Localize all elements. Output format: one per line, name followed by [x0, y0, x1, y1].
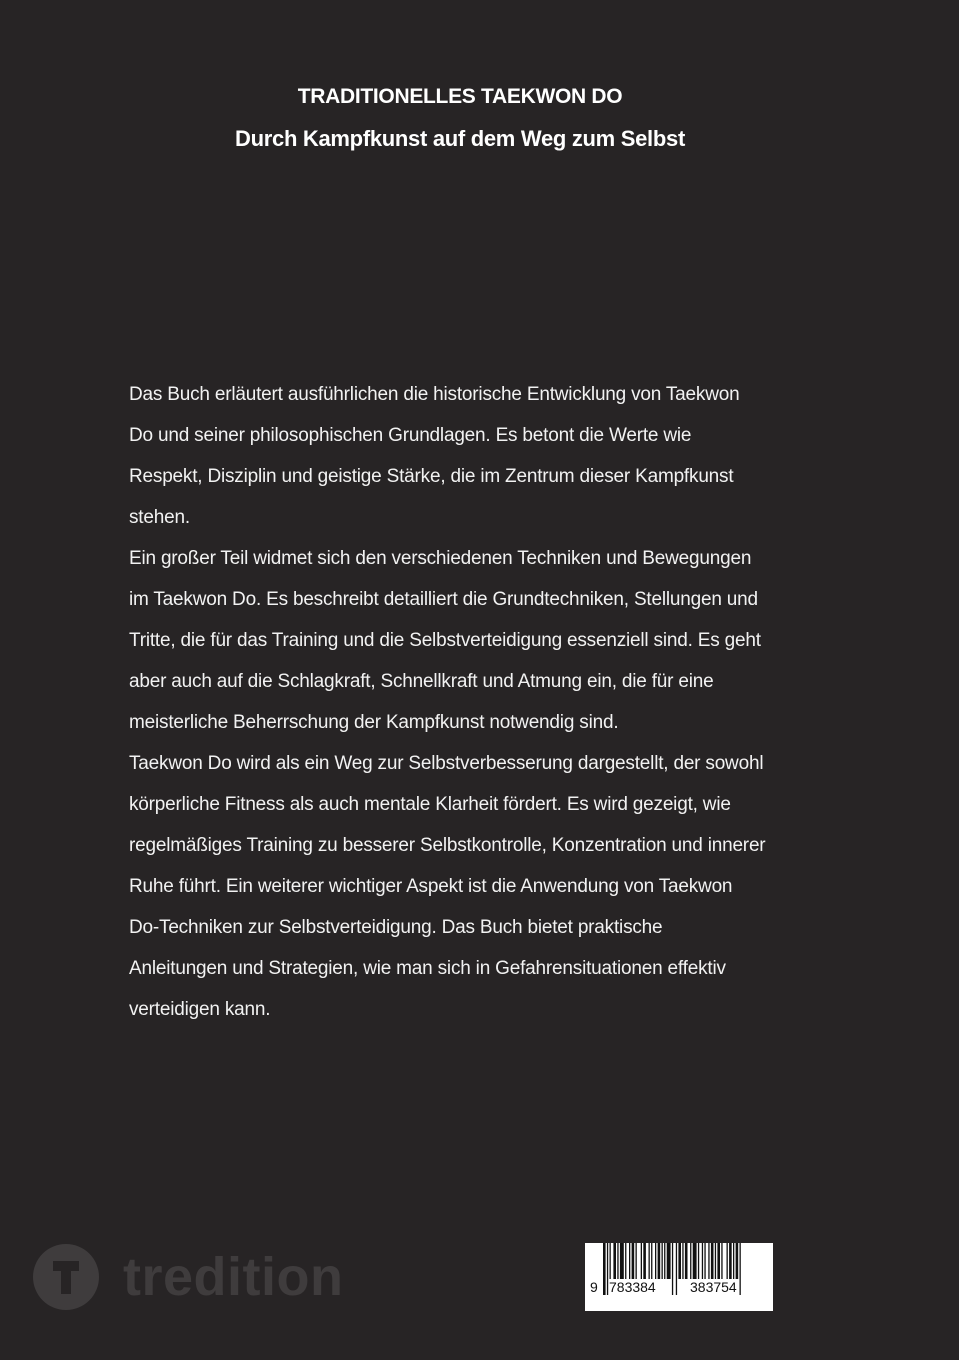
- blurb-line: Taekwon Do wird als ein Weg zur Selbstverbesserung dargestellt, der sowohl: [129, 753, 764, 774]
- barcode-bar: [693, 1243, 697, 1279]
- blurb-line: Ein großer Teil widmet sich den verschiedenen Techniken und Bewegungen: [129, 548, 752, 569]
- blurb-line: regelmäßiges Training zu besserer Selbstkontrolle, Konzentration und innerer: [129, 835, 766, 856]
- barcode-digit-group-left: 783384: [609, 1279, 656, 1295]
- barcode-bar: [610, 1243, 611, 1279]
- blurb-line: im Taekwon Do. Es beschreibt detailliert die Grundtechniken, Stellungen und: [129, 589, 758, 610]
- blurb-line: verteidigen kann.: [129, 999, 271, 1020]
- blurb-line: körperliche Fitness als auch mentale Klarheit fördert. Es wird gezeigt, wie: [129, 794, 731, 815]
- blurb-line: Tritte, die für das Training und die Selbstverteidigung essenziell sind. Es geht: [129, 630, 761, 651]
- book-subtitle: Durch Kampfkunst auf dem Weg zum Selbst: [235, 126, 685, 151]
- barcode-bar: [715, 1243, 716, 1279]
- barcode-bar: [685, 1243, 688, 1279]
- barcode-bar: [636, 1243, 637, 1279]
- barcode-bar: [643, 1243, 646, 1279]
- barcode-bar: [676, 1243, 677, 1295]
- tredition-logo-icon: [33, 1244, 99, 1310]
- blurb-line: Ruhe führt. Ein weiterer wichtiger Aspekt ist die Anwendung von Taekwon: [129, 876, 733, 897]
- barcode-bar: [617, 1243, 618, 1279]
- barcode-bar: [620, 1243, 624, 1279]
- barcode-bar: [704, 1243, 705, 1279]
- barcode-bar: [662, 1243, 663, 1279]
- blurb-line: meisterliche Beherrschung der Kampfkunst notwendig sind.: [129, 712, 619, 733]
- barcode-bar: [651, 1243, 652, 1279]
- barcode-bar: [672, 1243, 673, 1295]
- barcode-bar: [667, 1243, 671, 1279]
- barcode-bar: [632, 1243, 635, 1279]
- barcode-bar: [658, 1243, 661, 1279]
- barcode-bar: [690, 1243, 691, 1279]
- isbn-barcode: [585, 1243, 773, 1311]
- barcode-bar: [717, 1243, 720, 1279]
- blurb-line: Do und seiner philosophischen Grundlagen. Es betont die Werte wie: [129, 425, 692, 446]
- barcode-bar: [603, 1243, 606, 1295]
- barcode-bar: [613, 1243, 616, 1279]
- blurb-line: Do-Techniken zur Selbstverteidigung. Das Buch bietet praktische: [129, 917, 663, 938]
- barcode-bar: [607, 1243, 608, 1295]
- barcode-bar: [698, 1243, 699, 1279]
- barcode-bar: [736, 1243, 739, 1279]
- publisher-logo: [33, 1240, 343, 1314]
- barcode-bar: [649, 1243, 650, 1279]
- barcode-bar: [678, 1243, 681, 1279]
- blurb-line: Anleitungen und Strategien, wie man sich in Gefahrensituationen effektiv: [129, 958, 726, 979]
- blurb-line: stehen.: [129, 507, 190, 528]
- barcode-bar: [721, 1243, 722, 1279]
- book-blurb: [129, 374, 819, 1030]
- barcode-bar: [664, 1243, 665, 1279]
- barcode-bar: [733, 1243, 734, 1279]
- barcode-bar: [625, 1243, 626, 1279]
- publisher-name: tredition: [123, 1247, 344, 1307]
- barcode-bar: [629, 1243, 630, 1279]
- title-block: [0, 82, 920, 154]
- barcode-first-digit: 9: [590, 1279, 598, 1295]
- barcode-bar: [740, 1243, 741, 1295]
- barcode-bar: [711, 1243, 714, 1279]
- barcode-bar: [729, 1243, 732, 1279]
- book-title: TRADITIONELLES TAEKWON DO: [297, 85, 623, 108]
- barcode-bars: [585, 1243, 773, 1311]
- blurb-line: Das Buch erläutert ausführlichen die historische Entwicklung von Taekwon: [129, 384, 740, 405]
- barcode-bar: [655, 1243, 656, 1279]
- barcode-bar: [682, 1243, 683, 1279]
- blurb-line: Respekt, Disziplin und geistige Stärke, die im Zentrum dieser Kampfkunst: [129, 466, 734, 487]
- barcode-bar: [641, 1243, 642, 1279]
- blurb-line: aber auch auf die Schlagkraft, Schnellkraft und Atmung ein, die für eine: [129, 671, 714, 692]
- barcode-bar: [702, 1243, 703, 1279]
- barcode-digit-group-right: 383754: [690, 1279, 737, 1295]
- barcode-bar: [708, 1243, 709, 1279]
- barcode-bar: [727, 1243, 728, 1279]
